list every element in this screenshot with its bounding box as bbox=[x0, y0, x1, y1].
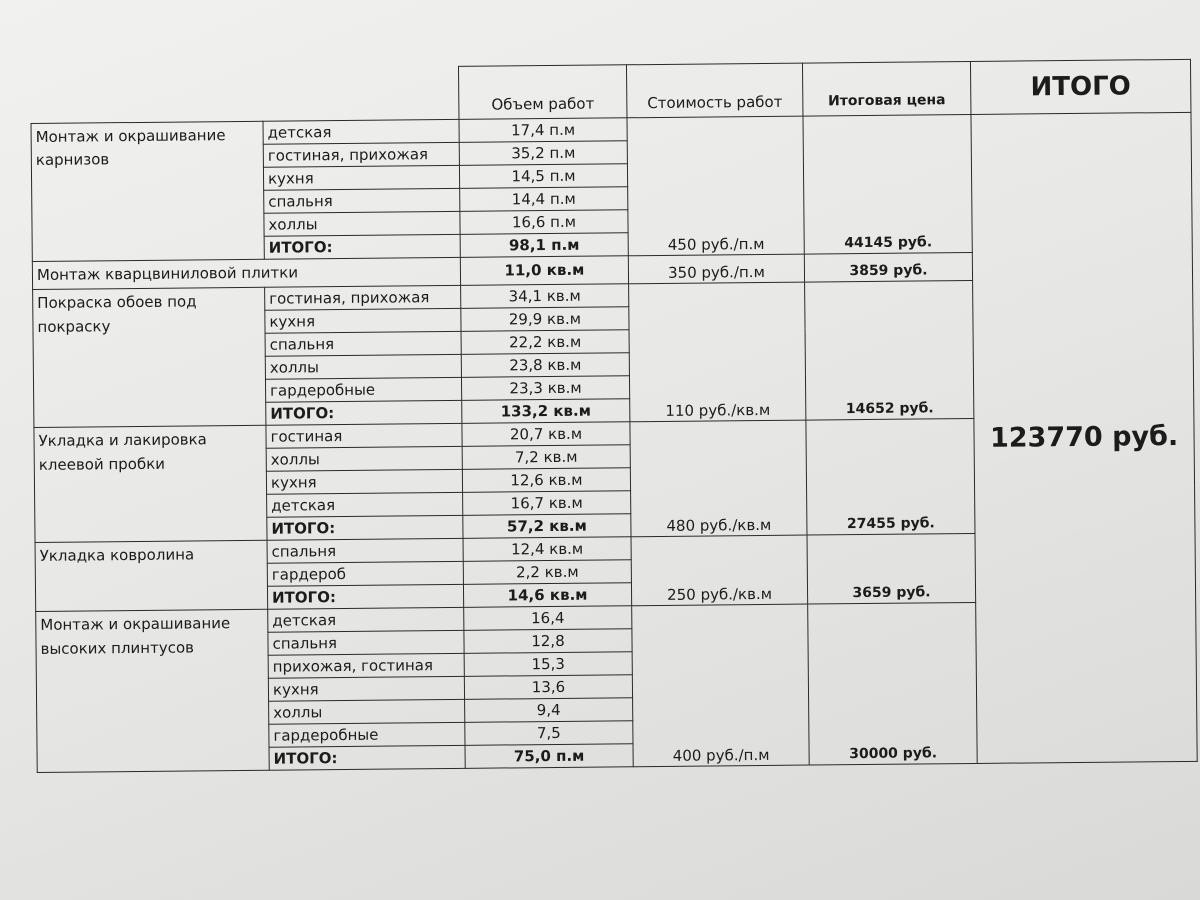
room-cell: гостиная, прихожая bbox=[263, 142, 459, 167]
room-cell: спальня bbox=[268, 631, 464, 656]
section-subtotal-label: ИТОГО: bbox=[269, 746, 465, 771]
room-cell: спальня bbox=[265, 332, 461, 357]
section-title: Монтаж и окрашивание карнизов bbox=[31, 121, 264, 261]
quantity-cell: 20,7 кв.м bbox=[462, 422, 630, 447]
room-cell: гостиная bbox=[266, 424, 462, 449]
section-total-cell: 14652 руб. bbox=[805, 281, 974, 421]
room-cell: кухня bbox=[263, 165, 459, 190]
room-cell: прихожая, гостиная bbox=[268, 654, 464, 679]
quantity-cell: 14,5 п.м bbox=[459, 164, 627, 189]
quantity-cell: 29,9 кв.м bbox=[461, 307, 629, 332]
section-title: Укладка ковролина bbox=[35, 540, 268, 611]
quantity-cell: 34,1 кв.м bbox=[461, 284, 629, 309]
estimate-sheet bbox=[30, 59, 1200, 840]
quantity-cell: 23,8 кв.м bbox=[461, 353, 629, 378]
section-title: Монтаж и окрашивание высоких плинтусов bbox=[36, 609, 270, 772]
section-total-cell: 27455 руб. bbox=[806, 419, 975, 536]
quantity-cell: 15,3 bbox=[464, 652, 632, 677]
quantity-cell: 14,6 кв.м bbox=[463, 583, 631, 608]
room-cell: гардеробные bbox=[269, 723, 465, 748]
header-grand-total: ИТОГО bbox=[970, 59, 1190, 114]
grand-total-cell: 123770 руб. bbox=[971, 112, 1197, 763]
quantity-cell: 12,8 bbox=[464, 629, 632, 654]
quantity-cell: 9,4 bbox=[465, 698, 633, 723]
unit-price-cell: 400 руб./п.м bbox=[632, 604, 810, 767]
room-cell: детская bbox=[267, 493, 463, 518]
quantity-cell: 35,2 п.м bbox=[459, 141, 627, 166]
section-title: Монтаж кварцвиниловой плитки bbox=[32, 257, 460, 289]
room-cell: холлы bbox=[264, 211, 460, 236]
blank-cell bbox=[262, 66, 458, 121]
section-title: Покраска обоев под покраску bbox=[33, 288, 266, 428]
quantity-cell: 57,2 кв.м bbox=[463, 514, 631, 539]
header-cost: Стоимость работ bbox=[626, 63, 803, 118]
unit-price-cell: 350 руб./п.м bbox=[628, 254, 804, 284]
quantity-cell: 22,2 кв.м bbox=[461, 330, 629, 355]
unit-price-cell: 450 руб./п.м bbox=[627, 116, 804, 256]
section-subtotal-label: ИТОГО: bbox=[264, 234, 460, 259]
quantity-cell: 16,4 bbox=[464, 606, 632, 631]
room-cell: детская bbox=[263, 119, 459, 144]
quantity-cell: 7,2 кв.м bbox=[462, 445, 630, 470]
quantity-cell: 133,2 кв.м bbox=[462, 399, 630, 424]
quantity-cell: 11,0 кв.м bbox=[460, 256, 628, 286]
room-cell: холлы bbox=[265, 355, 461, 380]
section-total-cell: 3859 руб. bbox=[804, 252, 972, 282]
quantity-cell: 16,7 кв.м bbox=[463, 491, 631, 516]
section-total-cell: 3659 руб. bbox=[807, 534, 976, 605]
section-subtotal-label: ИТОГО: bbox=[267, 516, 463, 541]
quantity-cell: 12,4 кв.м bbox=[463, 537, 631, 562]
quantity-cell: 7,5 bbox=[465, 721, 633, 746]
room-cell: гардеробные bbox=[265, 378, 461, 403]
quantity-cell: 12,6 кв.м bbox=[462, 468, 630, 493]
room-cell: кухня bbox=[266, 470, 462, 495]
estimate-table bbox=[30, 59, 1198, 773]
section-total-cell: 30000 руб. bbox=[808, 603, 978, 766]
quantity-cell: 98,1 п.м bbox=[460, 233, 628, 258]
room-cell: гостиная, прихожая bbox=[265, 286, 461, 311]
unit-price-cell: 110 руб./кв.м bbox=[629, 282, 806, 422]
section-subtotal-label: ИТОГО: bbox=[266, 401, 462, 426]
quantity-cell: 17,4 п.м bbox=[459, 118, 627, 143]
unit-price-cell: 250 руб./кв.м bbox=[631, 535, 808, 606]
section-subtotal-label: ИТОГО: bbox=[267, 585, 463, 610]
quantity-cell: 16,6 п.м bbox=[460, 210, 628, 235]
quantity-cell: 75,0 п.м bbox=[465, 744, 633, 769]
quantity-cell: 2,2 кв.м bbox=[463, 560, 631, 585]
room-cell: детская bbox=[268, 608, 464, 633]
header-volume: Объем работ bbox=[458, 65, 627, 120]
quantity-cell: 14,4 п.м bbox=[460, 187, 628, 212]
room-cell: холлы bbox=[266, 447, 462, 472]
header-final-price: Итоговая цена bbox=[802, 61, 971, 116]
room-cell: гардероб bbox=[267, 562, 463, 587]
unit-price-cell: 480 руб./кв.м bbox=[630, 420, 807, 537]
quantity-cell: 23,3 кв.м bbox=[461, 376, 629, 401]
room-cell: холлы bbox=[269, 700, 465, 725]
blank-cell bbox=[31, 68, 263, 123]
room-cell: кухня bbox=[265, 309, 461, 334]
room-cell: кухня bbox=[268, 677, 464, 702]
room-cell: спальня bbox=[267, 539, 463, 564]
quantity-cell: 13,6 bbox=[464, 675, 632, 700]
section-total-cell: 44145 руб. bbox=[803, 114, 972, 254]
room-cell: спальня bbox=[264, 188, 460, 213]
section-title: Укладка и лакировка клеевой пробки bbox=[34, 426, 267, 543]
